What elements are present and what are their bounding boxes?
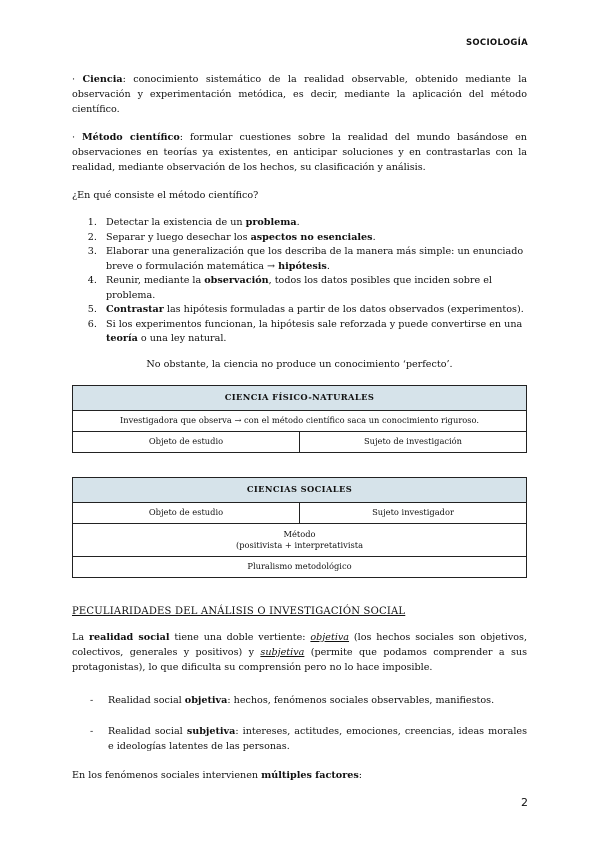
question: ¿En qué consiste el método científico? — [72, 190, 259, 201]
steps-list — [72, 216, 527, 347]
method-detail: (positivista + interpretativista — [235, 539, 364, 550]
definition-ciencia — [72, 72, 527, 117]
table-title: CIENCIAS SOCIALES — [73, 477, 527, 502]
table-cell: Objeto de estudio — [73, 502, 300, 523]
section-title: PECULIARIDADES DEL ANÁLISIS O INVESTIGACIÓN SOCIAL — [72, 605, 406, 617]
dash-list — [72, 693, 527, 754]
table-ciencias-sociales — [72, 477, 527, 578]
list-item: - Realidad social objetiva: hechos, fenómenos sociales observables, manifiestos. — [90, 694, 495, 706]
note: No obstante, la ciencia no produce un conocimiento ‘perfecto’. — [146, 358, 453, 370]
list-item: 2. Separar y luego desechar los aspectos no esenciales. — [100, 231, 527, 246]
list-item: 4. Reunir, mediante la observación, todos los datos posibles que inciden sobre el problema. — [100, 274, 527, 303]
table-cell: Pluralismo metodológico — [73, 556, 527, 577]
list-item: 1. Detectar la existencia de un problema. — [100, 216, 527, 231]
table-cell-method — [73, 523, 527, 556]
section-intro: La realidad social tiene una doble vertiente: objetiva (los hechos sociales son objetivos, colectivos, generales y positivos) y subjetiva (permite que podamos comprender a sus protagonistas), lo que dificulta su comprensión pero no lo hace imposible. — [72, 631, 527, 673]
definition-metodo — [72, 130, 527, 175]
table-title: CIENCIA FÍSICO-NATURALES — [73, 385, 527, 410]
page-number: 2 — [521, 796, 528, 809]
bullet-dot: · — [72, 132, 76, 143]
term-ciencia: Ciencia — [82, 74, 123, 85]
method-label: Método — [283, 528, 316, 539]
running-header: SOCIOLOGÍA — [465, 38, 528, 48]
closing-line: En los fenómenos sociales intervienen múltiples factores: — [72, 769, 362, 781]
table-cell: Sujeto de investigación — [300, 431, 527, 452]
term-metodo: Método científico — [82, 132, 180, 143]
table-cell: Investigadora que observa → con el método científico saca un conocimiento riguroso. — [73, 410, 527, 431]
table-cell: Objeto de estudio — [73, 431, 300, 452]
table-ciencias-fisico-naturales — [72, 385, 527, 453]
definition-text: : formular cuestiones sobre la realidad del mundo basándose en observaciones en teorías ya existentes, en anticipar soluciones y en contrastarlas con la realidad, mediante observación de los hechos, su clasificación y análisis. — [72, 132, 527, 173]
table-cell: Sujeto investigador — [300, 502, 527, 523]
list-item: 6. Si los experimentos funcionan, la hipótesis sale reforzada y puede convertirse en una teoría o una ley natural. — [100, 318, 527, 347]
list-item: 3. Elaborar una generalización que los describa de la manera más simple: un enunciado breve o formulación matemática → hipótesis. — [100, 245, 527, 274]
definition-text: : conocimiento sistemático de la realidad observable, obtenido mediante la observación y experimentación metódica, es decir, mediante la aplicación del método científico. — [72, 74, 527, 115]
list-item: - Realidad social subjetiva: intereses, actitudes, emociones, creencias, ideas morales e ideologías latentes de las personas. — [90, 725, 527, 752]
list-item: 5. Contrastar las hipótesis formuladas a partir de los datos observados (experimentos). — [100, 303, 527, 318]
page-content — [72, 72, 527, 796]
bullet-dot: · — [72, 74, 76, 85]
